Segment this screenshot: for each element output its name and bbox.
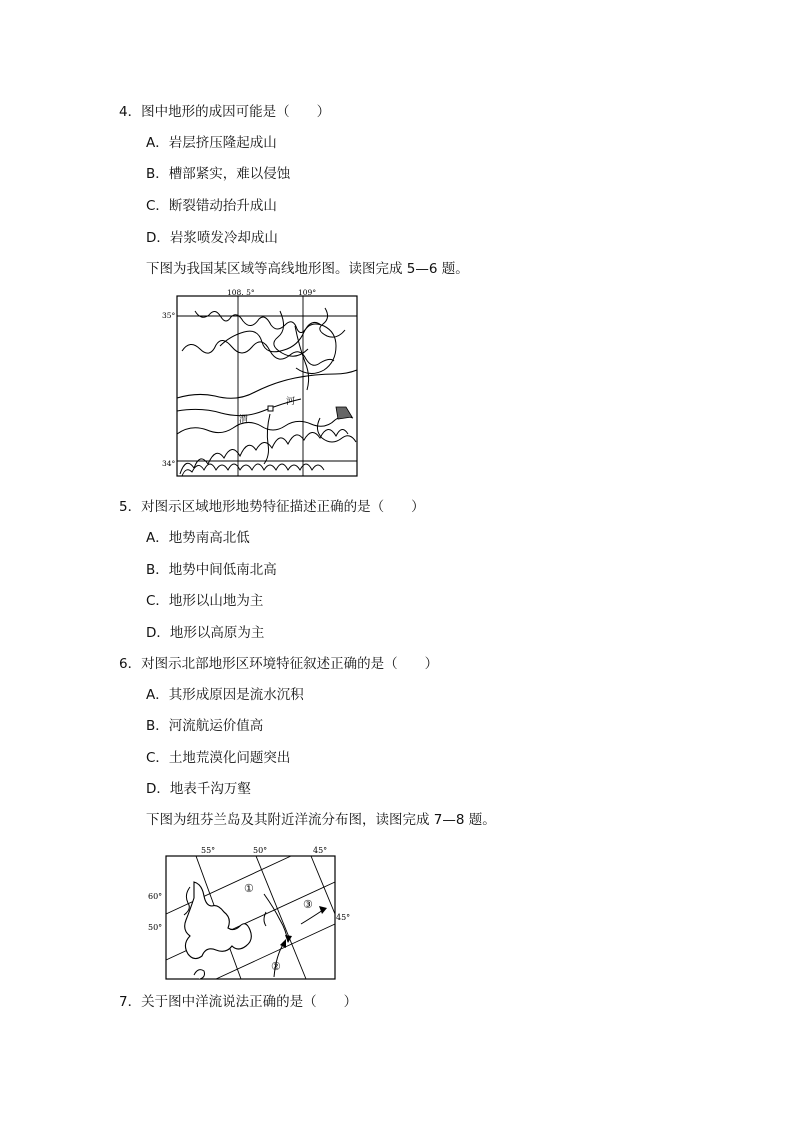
ocean-current-map	[146, 842, 356, 984]
question-6-option-c: C．土地荒漠化问题突出	[146, 750, 291, 766]
question-5-option-b: B．地势中间低南北高	[146, 562, 277, 578]
question-5-option-c: C．地形以山地为主	[146, 593, 264, 609]
question-4-option-b: B．槽部紧实，难以侵蚀	[146, 166, 291, 182]
question-6-option-b: B．河流航运价值高	[146, 718, 264, 734]
lon-label-108-5: 108. 5°	[227, 288, 255, 297]
river-label-wei: 渭	[239, 415, 249, 425]
contour-map	[160, 286, 365, 492]
current-label-2: ②	[271, 960, 281, 973]
lat-label-35: 35°	[162, 311, 176, 320]
lat-label-50: 50°	[148, 923, 163, 932]
town-marker	[268, 406, 273, 411]
intro-map-2: 下图为纽芬兰岛及其附近洋流分布图，读图完成 7—8 题。	[146, 812, 496, 828]
question-4-option-d: D．岩浆喷发冷却成山	[146, 230, 278, 246]
current-label-1: ①	[244, 882, 254, 895]
question-7-stem: 7．关于图中洋流说法正确的是（ ）	[119, 994, 358, 1010]
question-6-option-d: D．地表千沟万壑	[146, 781, 251, 797]
question-4-option-a: A．岩层挤压隆起成山	[146, 135, 277, 151]
intro-map-1: 下图为我国某区域等高线地形图。读图完成 5—6 题。	[146, 261, 469, 277]
question-5-option-d: D．地形以高原为主	[146, 625, 265, 641]
lon-label-45: 45°	[313, 846, 328, 855]
question-6-stem: 6．对图示北部地形区环境特征叙述正确的是（ ）	[119, 656, 439, 672]
question-4-option-c: C．断裂错动抬升成山	[146, 198, 277, 214]
lat-label-45: 45°	[336, 913, 351, 922]
current-label-3: ③	[303, 898, 313, 911]
question-6-option-a: A．其形成原因是流水沉积	[146, 687, 304, 703]
question-5-stem: 5．对图示区域地形地势特征描述正确的是（ ）	[119, 499, 425, 515]
lat-label-34: 34°	[162, 459, 176, 468]
question-5-option-a: A．地势南高北低	[146, 530, 250, 546]
lon-label-55: 55°	[201, 846, 216, 855]
river-label-he: 河	[286, 397, 296, 407]
question-4-stem: 4．图中地形的成因可能是（ ）	[119, 104, 331, 120]
lat-label-60: 60°	[148, 892, 163, 901]
lon-label-109: 109°	[298, 288, 317, 297]
lon-label-50: 50°	[253, 846, 268, 855]
